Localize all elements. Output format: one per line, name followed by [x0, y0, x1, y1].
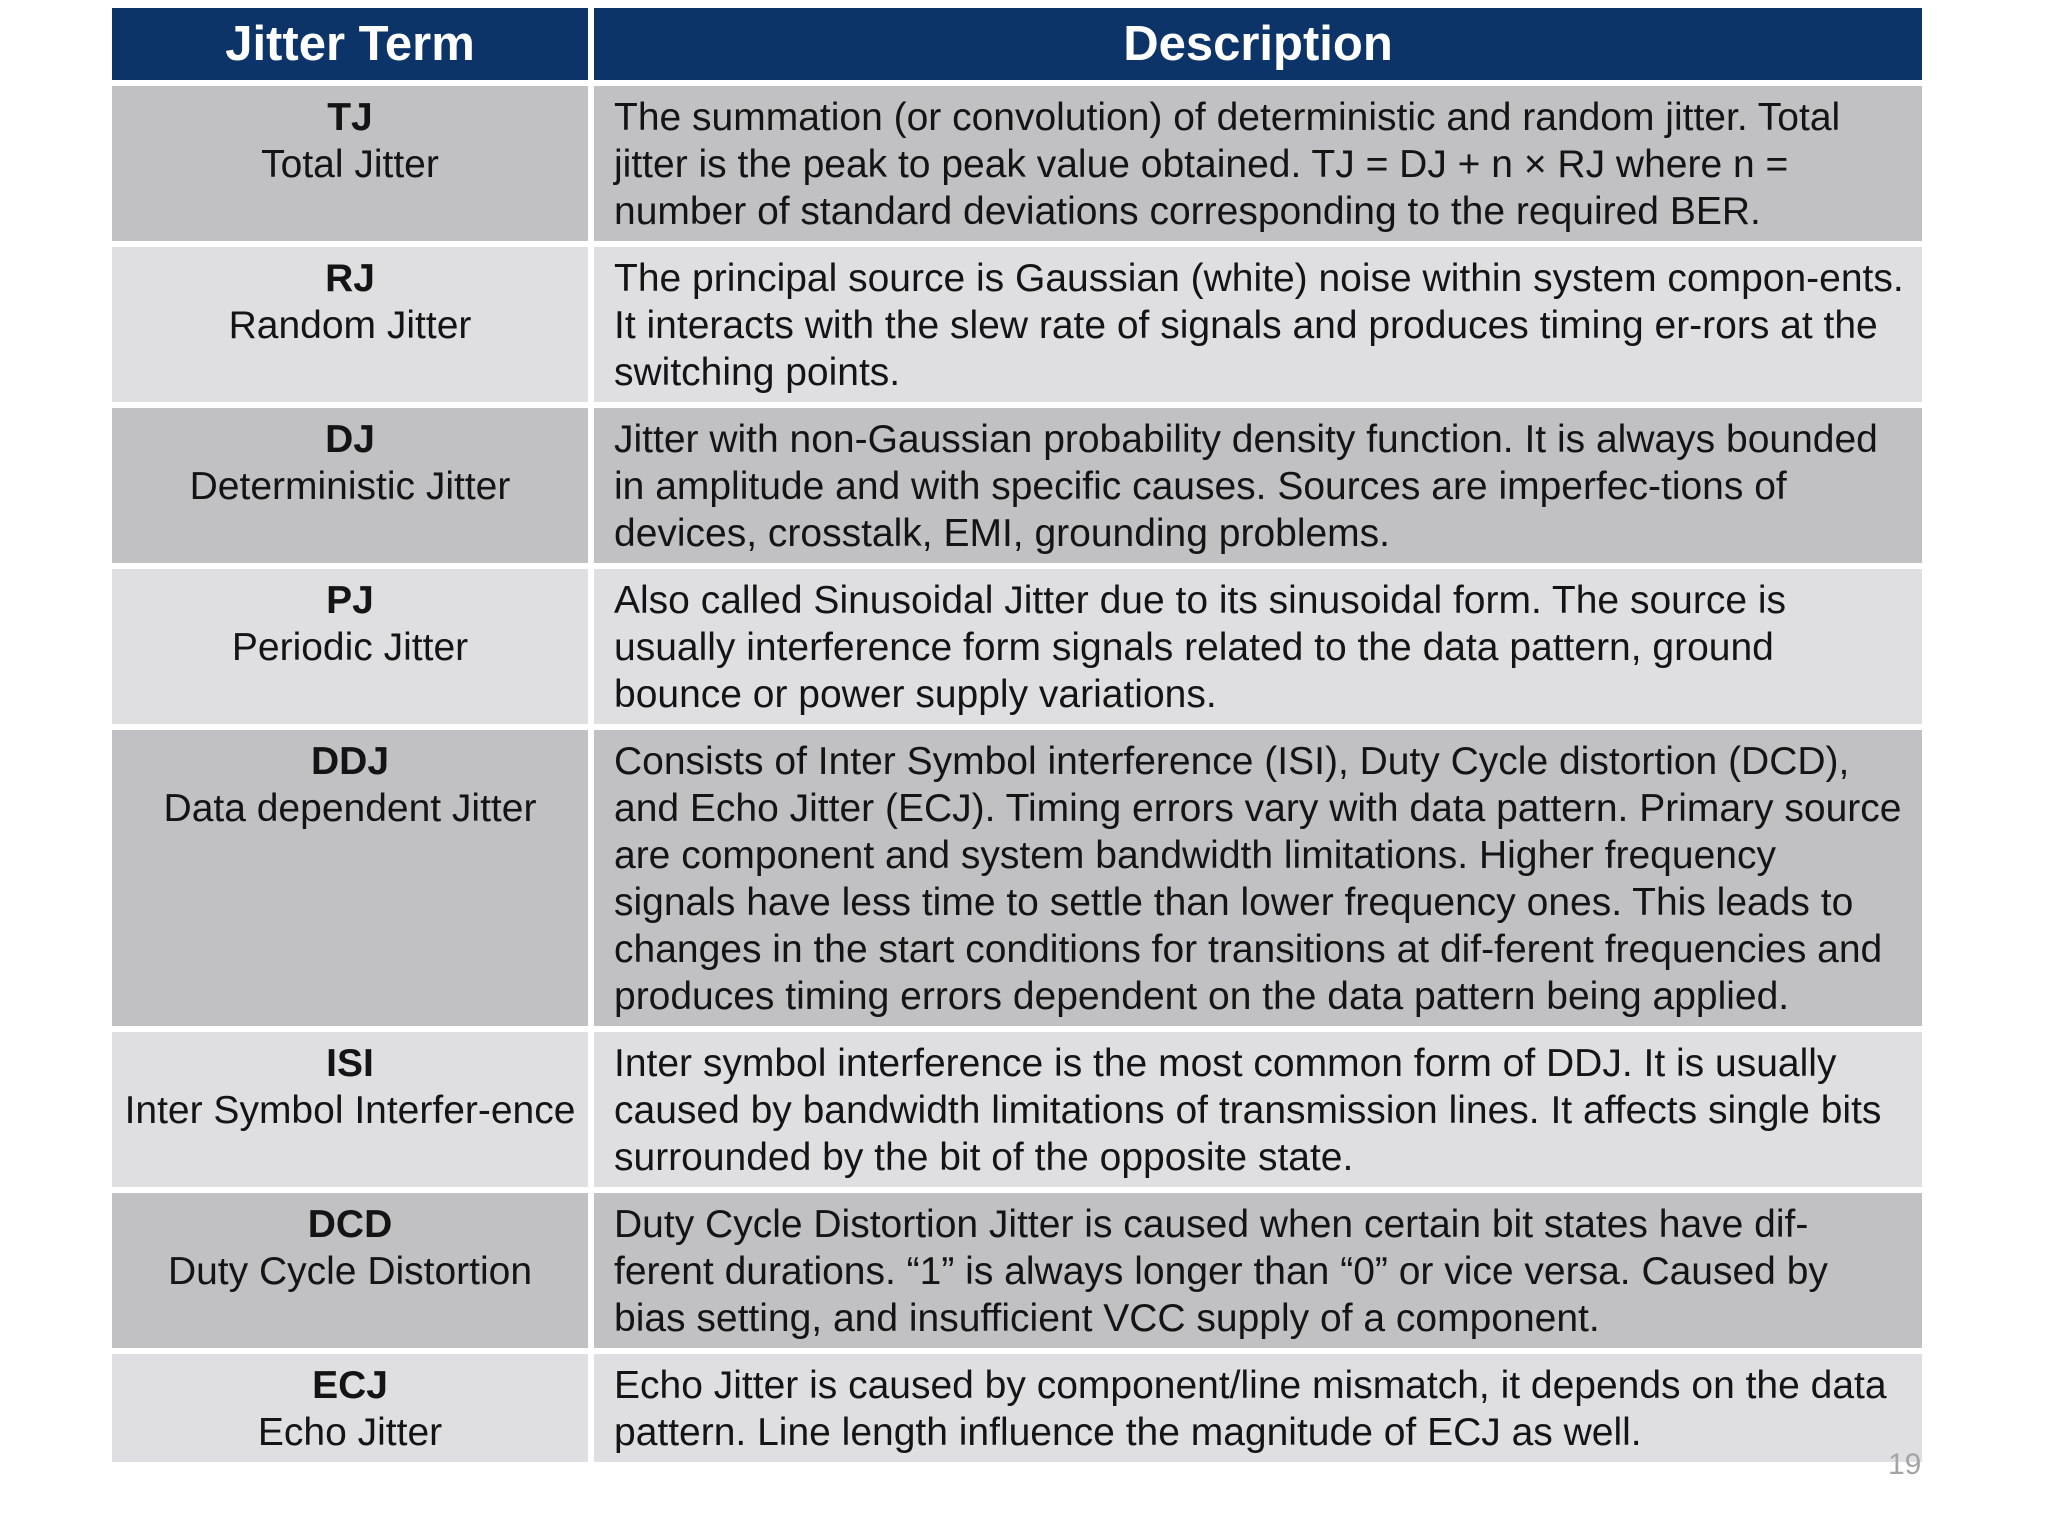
table-row-ddj — [112, 730, 1922, 1032]
jitter-terms-table — [112, 8, 1922, 1468]
term-full-name: Total Jitter — [261, 143, 439, 186]
table-row-dcd — [112, 1193, 1922, 1354]
term-full-name: Periodic Jitter — [231, 626, 469, 669]
table-row-rj — [112, 247, 1922, 408]
term-abbreviation: RJ — [325, 257, 375, 300]
term-description: The summation (or convolution) of deterministic and random jitter. Total jitter is the peak to peak value obtained. TJ = DJ + n × RJ where n = number of standard deviations corresponding to the required BER. — [594, 86, 1922, 247]
term-cell — [112, 1354, 594, 1468]
term-full-name: Data dependent Jitter — [163, 787, 537, 830]
term-full-name: Inter Symbol Interfer-ence — [124, 1089, 576, 1132]
term-cell — [112, 408, 594, 569]
table-row-pj — [112, 569, 1922, 730]
term-description: Consists of Inter Symbol interference (ISI), Duty Cycle distortion (DCD), and Echo Jitter (ECJ). Timing errors vary with data pattern. Primary source are component and system bandwidth limitations. Higher frequency signals have less time to settle than lower frequency ones. This leads to changes in the start conditions for transitions at dif-ferent frequencies and produces timing errors dependent on the data pattern being applied. — [594, 730, 1922, 1032]
term-description: Echo Jitter is caused by component/line mismatch, it depends on the data pattern. Line length influence the magnitude of ECJ as well. — [594, 1354, 1922, 1468]
term-abbreviation: ISI — [326, 1042, 374, 1085]
table-header-row — [112, 8, 1922, 86]
table-row-tj — [112, 86, 1922, 247]
page-number: 19 — [1888, 1448, 1922, 1481]
term-description: Also called Sinusoidal Jitter due to its sinusoidal form. The source is usually interference form signals related to the data pattern, ground bounce or power supply variations. — [594, 569, 1922, 730]
term-cell — [112, 1193, 594, 1354]
term-full-name: Random Jitter — [228, 304, 472, 347]
term-description: Jitter with non-Gaussian probability density function. It is always bounded in amplitude and with specific causes. Sources are imperfec-tions of devices, crosstalk, EMI, grounding problems. — [594, 408, 1922, 569]
term-full-name: Echo Jitter — [257, 1411, 443, 1454]
term-description: The principal source is Gaussian (white) noise within system compon-ents. It interacts with the slew rate of signals and produces timing er-rors at the switching points. — [594, 247, 1922, 408]
header-description: Description — [594, 8, 1922, 86]
term-abbreviation: PJ — [326, 579, 374, 622]
term-abbreviation: DCD — [307, 1203, 393, 1246]
term-description: Inter symbol interference is the most common form of DDJ. It is usually caused by bandwidth limitations of transmission lines. It affects single bits surrounded by the bit of the opposite state. — [594, 1032, 1922, 1193]
term-abbreviation: DJ — [325, 418, 375, 461]
term-cell — [112, 247, 594, 408]
table-row-ecj — [112, 1354, 1922, 1468]
table-row-isi — [112, 1032, 1922, 1193]
term-description: Duty Cycle Distortion Jitter is caused when certain bit states have dif-ferent durations. “1” is always longer than “0” or vice versa. Caused by bias setting, and insufficient VCC supply of a component. — [594, 1193, 1922, 1354]
term-abbreviation: ECJ — [312, 1364, 388, 1407]
header-jitter-term: Jitter Term — [112, 8, 594, 86]
term-full-name: Deterministic Jitter — [189, 465, 511, 508]
term-cell — [112, 730, 594, 1032]
term-cell — [112, 569, 594, 730]
term-abbreviation: DDJ — [310, 740, 390, 783]
term-abbreviation: TJ — [327, 96, 373, 139]
term-cell — [112, 86, 594, 247]
term-cell — [112, 1032, 594, 1193]
table-row-dj — [112, 408, 1922, 569]
term-full-name: Duty Cycle Distortion — [167, 1250, 533, 1293]
